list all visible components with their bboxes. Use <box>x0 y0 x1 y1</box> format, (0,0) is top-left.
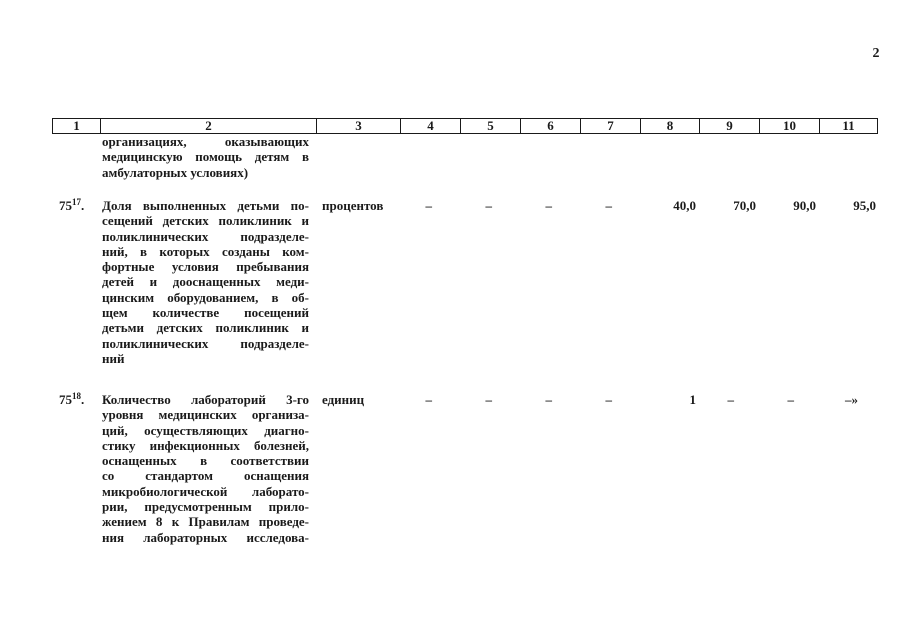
continuation-line: медицинскую помощь детям в <box>102 149 309 165</box>
row-unit: процентов <box>322 198 384 213</box>
value-col-10: 90,0 <box>793 198 816 213</box>
value-col-9: – <box>727 392 734 407</box>
row-unit: единиц <box>322 392 365 407</box>
row-number: $75^{18}$. <box>59 391 85 407</box>
continuation-line: амбулаторных условиях) <box>102 164 249 180</box>
header-cell-5: 5 <box>460 119 520 133</box>
header-cell-2: 2 <box>100 119 316 133</box>
description-line: поликлинических подразделе- <box>102 228 309 244</box>
header-cell-10: 10 <box>759 119 819 133</box>
header-cell-11: 11 <box>819 119 877 133</box>
header-cell-1: 1 <box>73 118 80 133</box>
description-line: ния лабораторных исследова- <box>102 529 309 545</box>
header-cell-7: 7 <box>580 119 640 133</box>
description-line: Количество лабораторий 3-го <box>102 392 309 407</box>
row-description <box>102 392 309 545</box>
header-cell-9: 9 <box>699 119 759 133</box>
description-line: сещений детских поликлиник и <box>102 213 309 229</box>
description-line: микробиологической лаборато- <box>102 483 309 499</box>
value-col-5: – <box>485 198 492 213</box>
value-col-5: – <box>485 392 492 407</box>
value-col-10: – <box>787 392 794 407</box>
row-description <box>102 198 309 366</box>
value-col-4: – <box>425 392 432 407</box>
continuation-line: организациях, оказывающих <box>102 134 309 149</box>
description-line: ний, в которых созданы ком- <box>102 243 309 259</box>
description-line: детьми детских поликлиник и <box>102 320 309 336</box>
description-line: Доля выполненных детьми по- <box>102 198 309 213</box>
row-number: $75^{17}$. <box>59 197 85 213</box>
value-col-8: 1 <box>689 392 696 407</box>
description-line: щем количестве посещений <box>102 305 309 321</box>
description-line: цинским оборудованием, в об- <box>102 289 309 305</box>
header-cell-4: 4 <box>400 119 460 133</box>
header-cell-3: 3 <box>316 119 400 133</box>
description-line: рии, предусмотренным прило- <box>102 499 309 515</box>
description-line: поликлинических подразделе- <box>102 335 309 351</box>
value-col-9: 70,0 <box>733 198 756 213</box>
value-col-7: – <box>605 392 612 407</box>
value-col-7: – <box>605 198 612 213</box>
page-number: 2 <box>872 46 880 61</box>
value-col-11: –» <box>845 392 858 407</box>
description-line: детей и дооснащенных меди- <box>102 274 309 290</box>
description-line: стику инфекционных болезней, <box>102 437 309 453</box>
header-cell-6: 6 <box>520 119 580 133</box>
value-col-4: – <box>425 198 432 213</box>
value-col-6: – <box>545 392 552 407</box>
description-line: фортные условия пребывания <box>102 259 309 275</box>
table-header-row <box>52 118 878 134</box>
continuation-text <box>102 134 309 180</box>
header-cell-8: 8 <box>640 119 699 133</box>
value-col-6: – <box>545 198 552 213</box>
value-col-8: 40,0 <box>673 198 696 213</box>
description-line: жением 8 к Правилам проведе- <box>102 514 309 530</box>
description-line: оснащенных в соответствии <box>102 453 309 469</box>
description-line: ций, осуществляющих диагно- <box>102 422 309 438</box>
value-col-11: 95,0 <box>853 198 876 213</box>
description-line: уровня медицинских организа- <box>102 407 309 423</box>
description-line: ний <box>102 350 125 366</box>
description-line: со стандартом оснащения <box>102 468 309 484</box>
